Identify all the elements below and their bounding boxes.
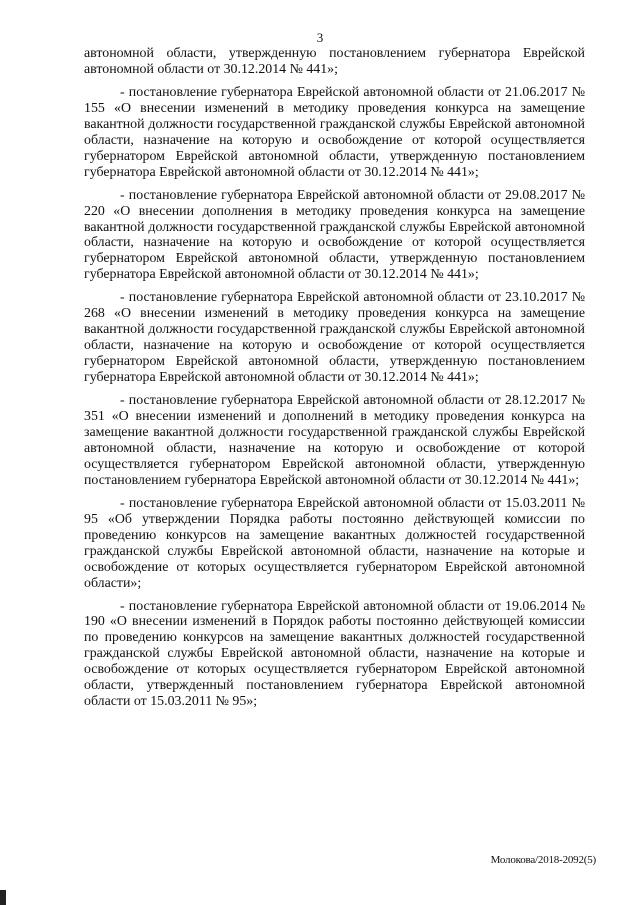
list-item-resolution-220: - постановление губернатора Еврейской автономной области от 29.08.2017 № 220 «О внесении дополнения в методику проведения конкурса на замещение вакантной должности государственной гражданской службы Еврейской автономной области, назначение на которую и освобождение от которой осуществляется губернатором Еврейской автономной области, утвержденную постановлением губернатора Еврейской автономной области от 30.12.2014 № 441»; [84, 187, 585, 283]
paragraph-continuation: автономной области, утвержденную постановлением губернатора Еврейской автономной области от 30.12.2014 № 441»; [84, 46, 585, 77]
list-item-resolution-155: - постановление губернатора Еврейской автономной области от 21.06.2017 № 155 «О внесении изменений в методику проведения конкурса на замещение вакантной должности государственной гражданской службы Еврейской автономной области, назначение на которую и освобождение от которой осуществляется губернатором Еврейской автономной области, утвержденную постановлением губернатора Еврейской автономной области от 30.12.2014 № 441»; [84, 84, 585, 180]
list-item-resolution-351: - постановление губернатора Еврейской автономной области от 28.12.2017 № 351 «О внесении изменений и дополнений в методику проведения конкурса на замещение вакантной должности государственной гражданской службы Еврейской автономной области, назначение на которую и освобождение от которой осуществляется губернатором Еврейской автономной области, утвержденную постановлением губернатора Еврейской автономной области от 30.12.2014 № 441»; [84, 393, 585, 488]
page-number: 3 [316, 30, 324, 45]
document-footer-code: Молокова/2018-2092(5) [490, 854, 596, 866]
document-body [84, 46, 585, 710]
list-item-resolution-95: - постановление губернатора Еврейской автономной области от 15.03.2011 № 95 «Об утверждении Порядка работы постоянно действующей комиссии по проведению конкурсов на замещение вакантных должностей государственной гражданской службы Еврейской автономной области, назначение на которые и освобождение от которых осуществляется губернатором Еврейской автономной области»; [84, 495, 585, 591]
list-item-resolution-190: - постановление губернатора Еврейской автономной области от 19.06.2014 № 190 «О внесении изменений в Порядок работы постоянно действующей комиссии по проведению конкурсов на замещение вакантных должностей государственной гражданской службы Еврейской автономной области, назначение на которые и освобождение от которых осуществляется губернатором Еврейской автономной области, утвержденный постановлением губернатора Еврейской автономной области от 15.03.2011 № 95»; [84, 598, 585, 710]
list-item-resolution-268: - постановление губернатора Еврейской автономной области от 23.10.2017 № 268 «О внесении изменений в методику проведения конкурса на замещение вакантной должности государственной гражданской службы Еврейской автономной области, назначение на которую и освобождение от которой осуществляется губернатором Еврейской автономной области, утвержденную постановлением губернатора Еврейской автономной области от 30.12.2014 № 441»; [84, 290, 585, 386]
scan-edge-mark [0, 890, 6, 905]
